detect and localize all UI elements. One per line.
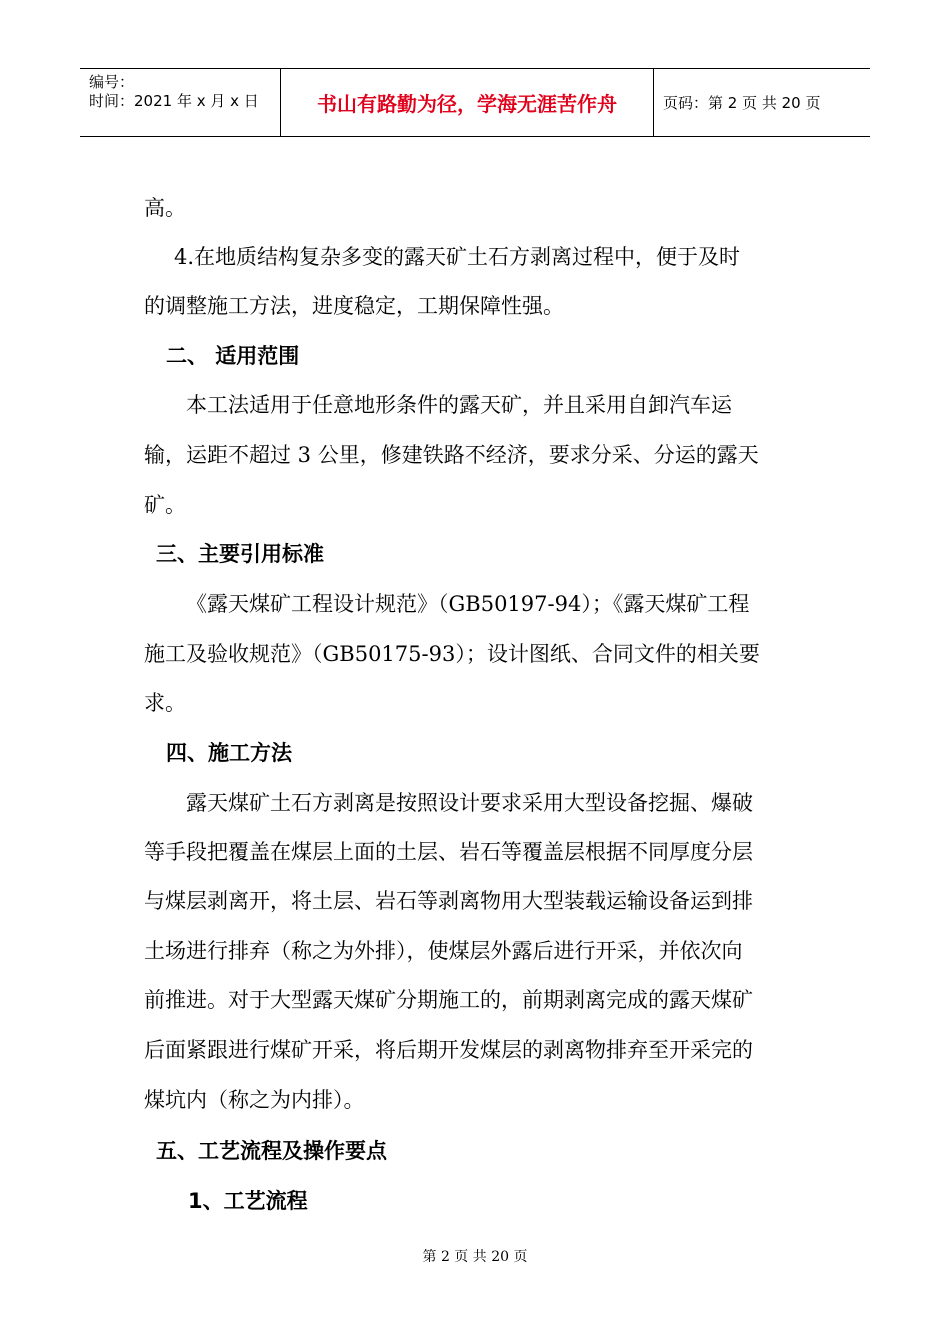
paragraph-line: 煤坑内（称之为内排）。 — [144, 1088, 365, 1112]
paragraph-line: 的调整施工方法，进度稳定，工期保障性强。 — [144, 294, 564, 318]
section-heading: 三、主要引用标准 — [156, 542, 324, 566]
paragraph-line: 求。 — [144, 691, 186, 715]
paragraph-line: 矿。 — [144, 493, 186, 517]
paragraph-line: 施工及验收规范》（GB50175-93）；设计图纸、合同文件的相关要 — [144, 642, 760, 666]
paragraph-line: 本工法适用于任意地形条件的露天矿，并且采用自卸汽车运 — [186, 393, 732, 417]
section-heading: 四、施工方法 — [166, 741, 292, 765]
paragraph-line: 等手段把覆盖在煤层上面的土层、岩石等覆盖层根据不同厚度分层 — [144, 840, 753, 864]
document-number-label: 编号： — [89, 73, 135, 91]
paragraph-line: 后面紧跟进行煤矿开采，将后期开发煤层的剥离物排弃至开采完的 — [144, 1038, 753, 1062]
paragraph-line: 前推进。对于大型露天煤矿分期施工的，前期剥离完成的露天煤矿 — [144, 988, 753, 1012]
header-meta-cell — [80, 69, 281, 136]
page-header — [80, 68, 870, 137]
section-heading: 二、 适用范围 — [166, 344, 300, 368]
header-motto: 书山有路勤为径，学海无涯苦作舟 — [281, 69, 654, 136]
section-heading: 五、工艺流程及操作要点 — [156, 1139, 387, 1163]
paragraph-line: 土场进行排弃（称之为外排），使煤层外露后进行开采，并依次向 — [144, 939, 743, 963]
paragraph-line: 《露天煤矿工程设计规范》（GB50197-94）；《露天煤矿工程 — [186, 592, 750, 616]
subsection-heading: 1、工艺流程 — [188, 1189, 308, 1213]
paragraph-line: 4.在地质结构复杂多变的露天矿土石方剥离过程中，便于及时 — [174, 245, 741, 269]
paragraph-line: 输，运距不超过 3 公里，修建铁路不经济，要求分采、分运的露天 — [144, 443, 759, 467]
header-page-info: 页码：第 2 页 共 20 页 — [663, 94, 821, 112]
page-footer: 第 2 页 共 20 页 — [422, 1249, 528, 1265]
paragraph-line: 露天煤矿土石方剥离是按照设计要求采用大型设备挖掘、爆破 — [186, 791, 753, 815]
paragraph-line: 高。 — [144, 196, 186, 220]
paragraph-line: 与煤层剥离开，将土层、岩石等剥离物用大型装载运输设备运到排 — [144, 889, 753, 913]
document-date-label: 时间：2021 年 x 月 x 日 — [89, 92, 259, 110]
